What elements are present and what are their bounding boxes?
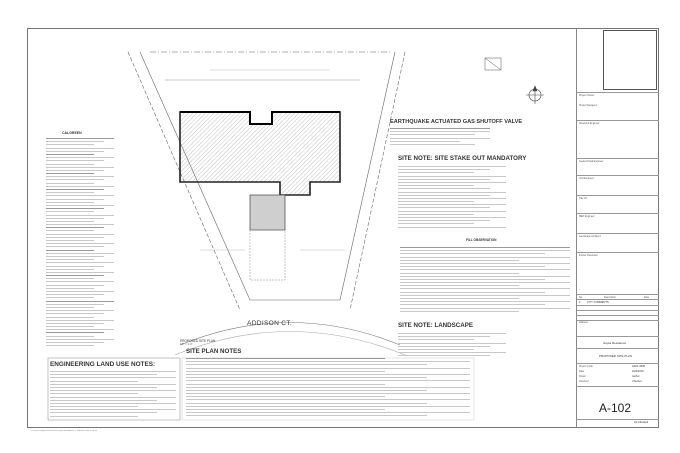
field-label-project-code: Project Code xyxy=(579,365,593,368)
field-label-checked: Checked xyxy=(579,380,589,383)
field-value-checked: Checker xyxy=(632,380,642,383)
revision-no-value: 1 xyxy=(579,300,581,304)
revision-no-header: No. xyxy=(579,295,583,299)
scale-footer: As indicated xyxy=(634,421,649,424)
revision-desc-header: Description xyxy=(604,295,616,299)
fill-observation-heading: FILL OBSERVATION xyxy=(466,238,497,242)
field-label-drawn: Drawn xyxy=(579,375,586,378)
label-project-designer: Project Designer: xyxy=(579,104,598,107)
label-interior-decorator: Interior Decorator: xyxy=(579,254,599,257)
address-label: Address: xyxy=(579,321,589,324)
firm-logo-box xyxy=(603,30,657,90)
site-marker-icon xyxy=(485,58,501,70)
north-arrow-icon xyxy=(526,86,544,104)
field-label-date: Date xyxy=(579,370,585,373)
building-footprint xyxy=(180,112,340,195)
field-value-project-code: G601-1805 xyxy=(632,365,645,368)
label-structural-engineer: Structural Engineer: xyxy=(579,122,601,125)
sheet-number: A-102 xyxy=(599,401,632,415)
plan-title-label: PROPOSED SITE PLAN xyxy=(180,339,216,343)
sheet-title: PROPOSED SITE PLAN xyxy=(599,354,633,358)
label-civil-engineer: Civil Engineer: xyxy=(579,177,595,180)
label-landscape-architect: Landscape Architect: xyxy=(579,235,602,238)
field-value-drawn: Author xyxy=(632,375,640,378)
project-name: Gupta Residence xyxy=(603,341,627,345)
label-mep-engineer: MEP Engineer: xyxy=(579,215,596,218)
label-title24: Title 24: xyxy=(579,197,588,200)
stake-out-heading: SITE NOTE: SITE STAKE OUT MANDATORY xyxy=(398,155,527,162)
file-path-footer: C:\Users\Gupta\Documents\Gupta Residence_Proposed Site Plan.rvt xyxy=(30,430,98,432)
revision-desc-value: CITY COMMENTS xyxy=(587,300,609,304)
label-geotechnical-engineer: Geotechnical Engineer: xyxy=(579,160,604,163)
landscape-notes-text xyxy=(398,333,506,359)
revision-date-header: Date xyxy=(644,295,650,299)
plan-scale-label: 1/8" = 1'-0" xyxy=(180,343,193,346)
site-plan-notes-heading: SITE PLAN NOTES xyxy=(186,348,242,355)
site-plan-notes-text xyxy=(186,358,470,419)
landscape-heading: SITE NOTE: LANDSCAPE xyxy=(398,322,473,329)
stake-out-notes-text xyxy=(398,166,506,230)
engineering-notes-text xyxy=(50,371,176,419)
engineering-notes-heading: ENGINEERING LAND USE NOTES: xyxy=(50,361,156,368)
gas-valve-heading: EARTHQUAKE ACTUATED GAS SHUTOFF VALVE xyxy=(390,119,523,125)
calgreen-heading: CALGREEN xyxy=(62,131,82,135)
garage-block xyxy=(250,195,285,280)
field-value-date: 2/26/2019 xyxy=(632,370,644,373)
label-project-owner: Project Owner: xyxy=(579,94,595,97)
gas-valve-notes-text xyxy=(390,128,490,147)
calgreen-notes-text xyxy=(46,138,114,348)
fill-observation-text xyxy=(400,247,570,314)
street-name-label: ADDISON CT. xyxy=(247,320,293,327)
